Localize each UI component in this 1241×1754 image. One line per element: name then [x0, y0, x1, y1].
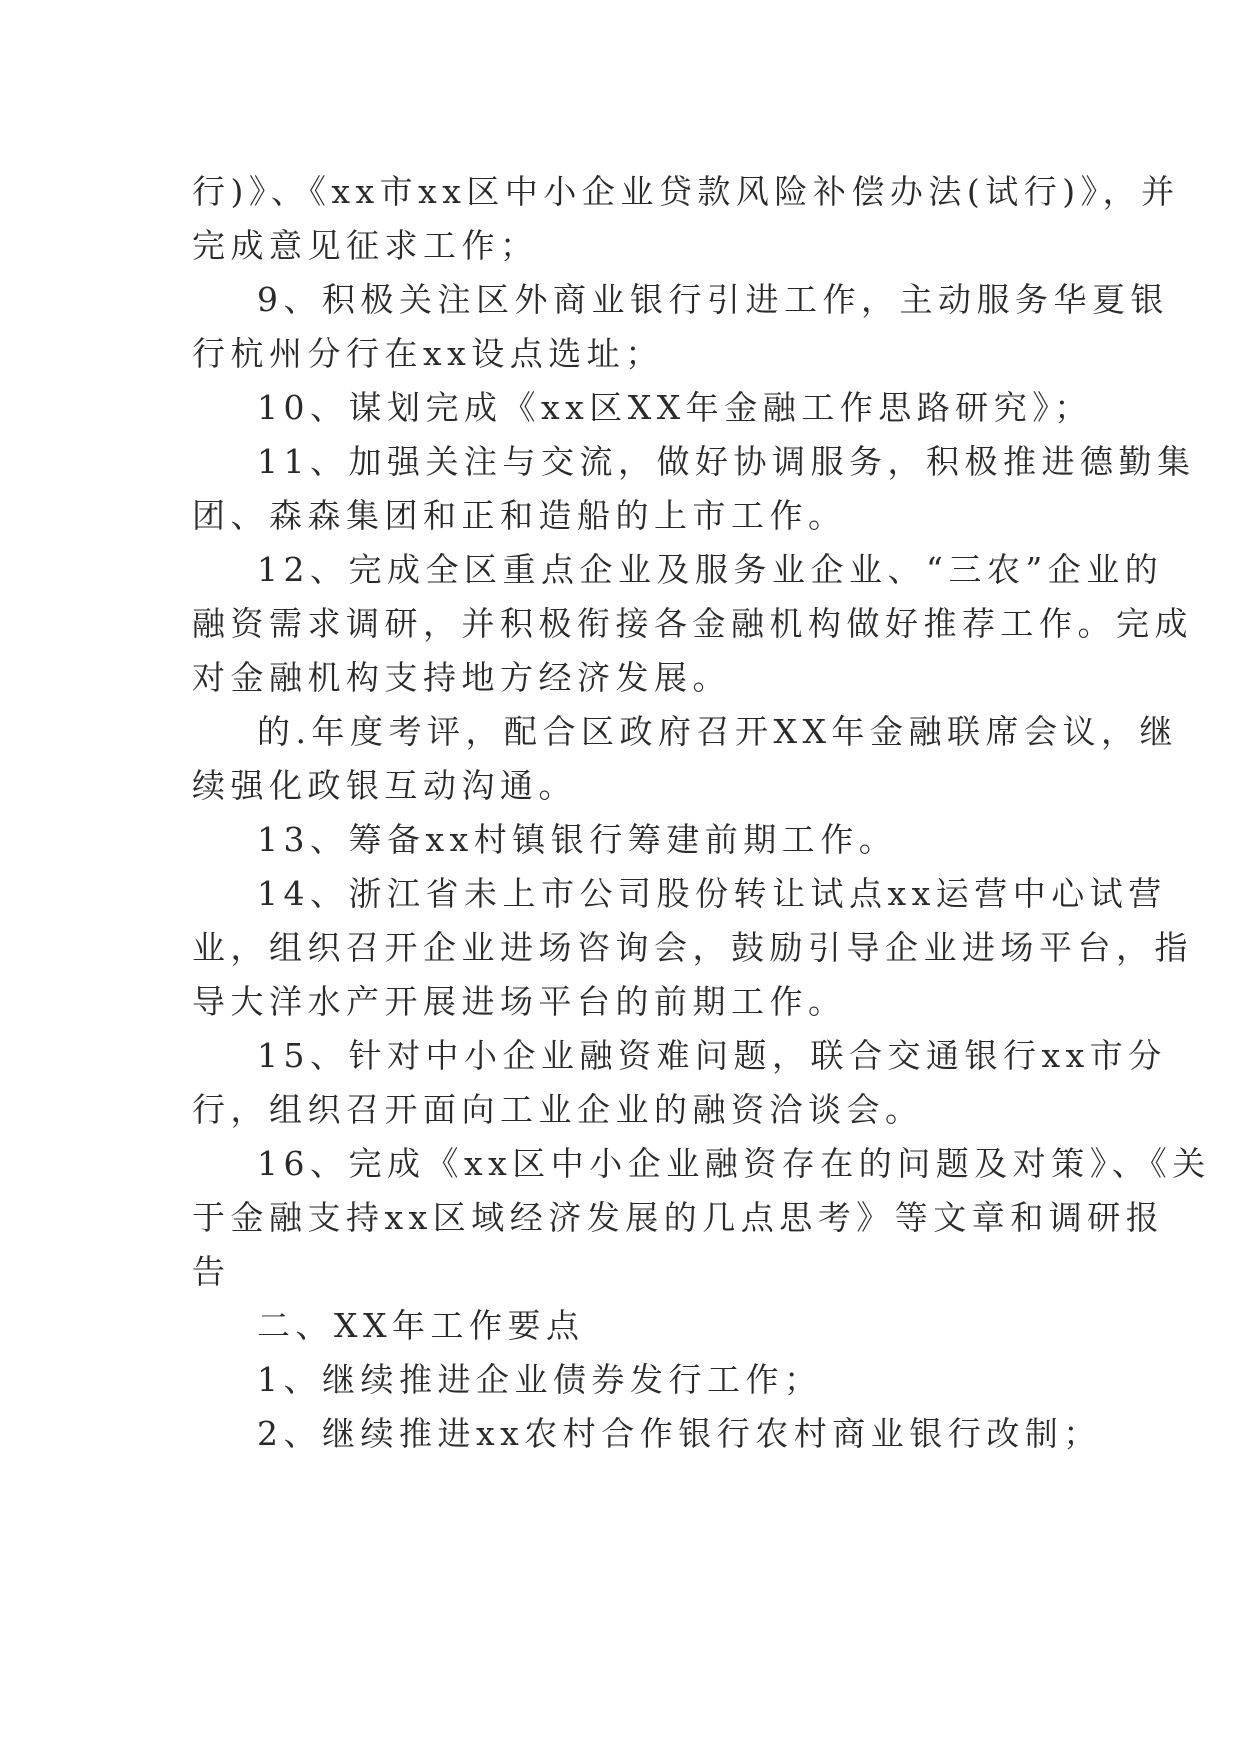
text-line: 续强化政银互动沟通。	[192, 766, 577, 805]
text-line: 告	[192, 1252, 231, 1291]
text-line: 完成意见征求工作；	[192, 226, 539, 265]
text-line: 10、谋划完成《xx区XX年金融工作思路研究》；	[257, 388, 1093, 427]
text-line: 融资需求调研，并积极衔接各金融机构做好推荐工作。完成	[192, 604, 1193, 643]
text-line: 11、加强关注与交流，做好协调服务，积极推进德勤集	[257, 442, 1196, 481]
text-line: 于金融支持xx区域经济发展的几点思考》等文章和调研报	[192, 1198, 1165, 1237]
text-line: 16、完成《xx区中小企业融资存在的问题及对策》、《关	[257, 1144, 1211, 1183]
text-line: 的.年度考评，配合区政府召开XX年金融联席会议，继	[257, 712, 1178, 751]
text-line: 2、继续推进xx农村合作银行农村商业银行改制；	[257, 1414, 1102, 1453]
text-line: 15、针对中小企业融资难问题，联合交通银行xx市分	[257, 1036, 1167, 1075]
text-line: 行)》、《xx市xx区中小企业贷款风险补偿办法(试行)》，并	[192, 172, 1180, 211]
text-line: 导大洋水产开展进场平台的前期工作。	[192, 982, 847, 1021]
text-line: 团、森森集团和正和造船的上市工作。	[192, 496, 847, 535]
text-line: 13、筹备xx村镇银行筹建前期工作。	[257, 820, 898, 859]
text-line: 行杭州分行在xx设点选址；	[192, 334, 664, 373]
text-line: 14、浙江省未上市公司股份转让试点xx运营中心试营	[257, 874, 1167, 913]
text-line: 1、继续推进企业债券发行工作；	[257, 1360, 823, 1399]
section-heading: 二、XX年工作要点	[257, 1306, 585, 1345]
text-line: 业，组织召开企业进场咨询会，鼓励引导企业进场平台，指	[192, 928, 1193, 967]
text-line: 9、积极关注区外商业银行引进工作，主动服务华夏银	[257, 280, 1169, 319]
text-line: 12、完成全区重点企业及服务业企业、“三农”企业的	[257, 550, 1164, 589]
text-line: 行，组织召开面向工业企业的融资洽谈会。	[192, 1090, 924, 1129]
text-line: 对金融机构支持地方经济发展。	[192, 658, 731, 697]
